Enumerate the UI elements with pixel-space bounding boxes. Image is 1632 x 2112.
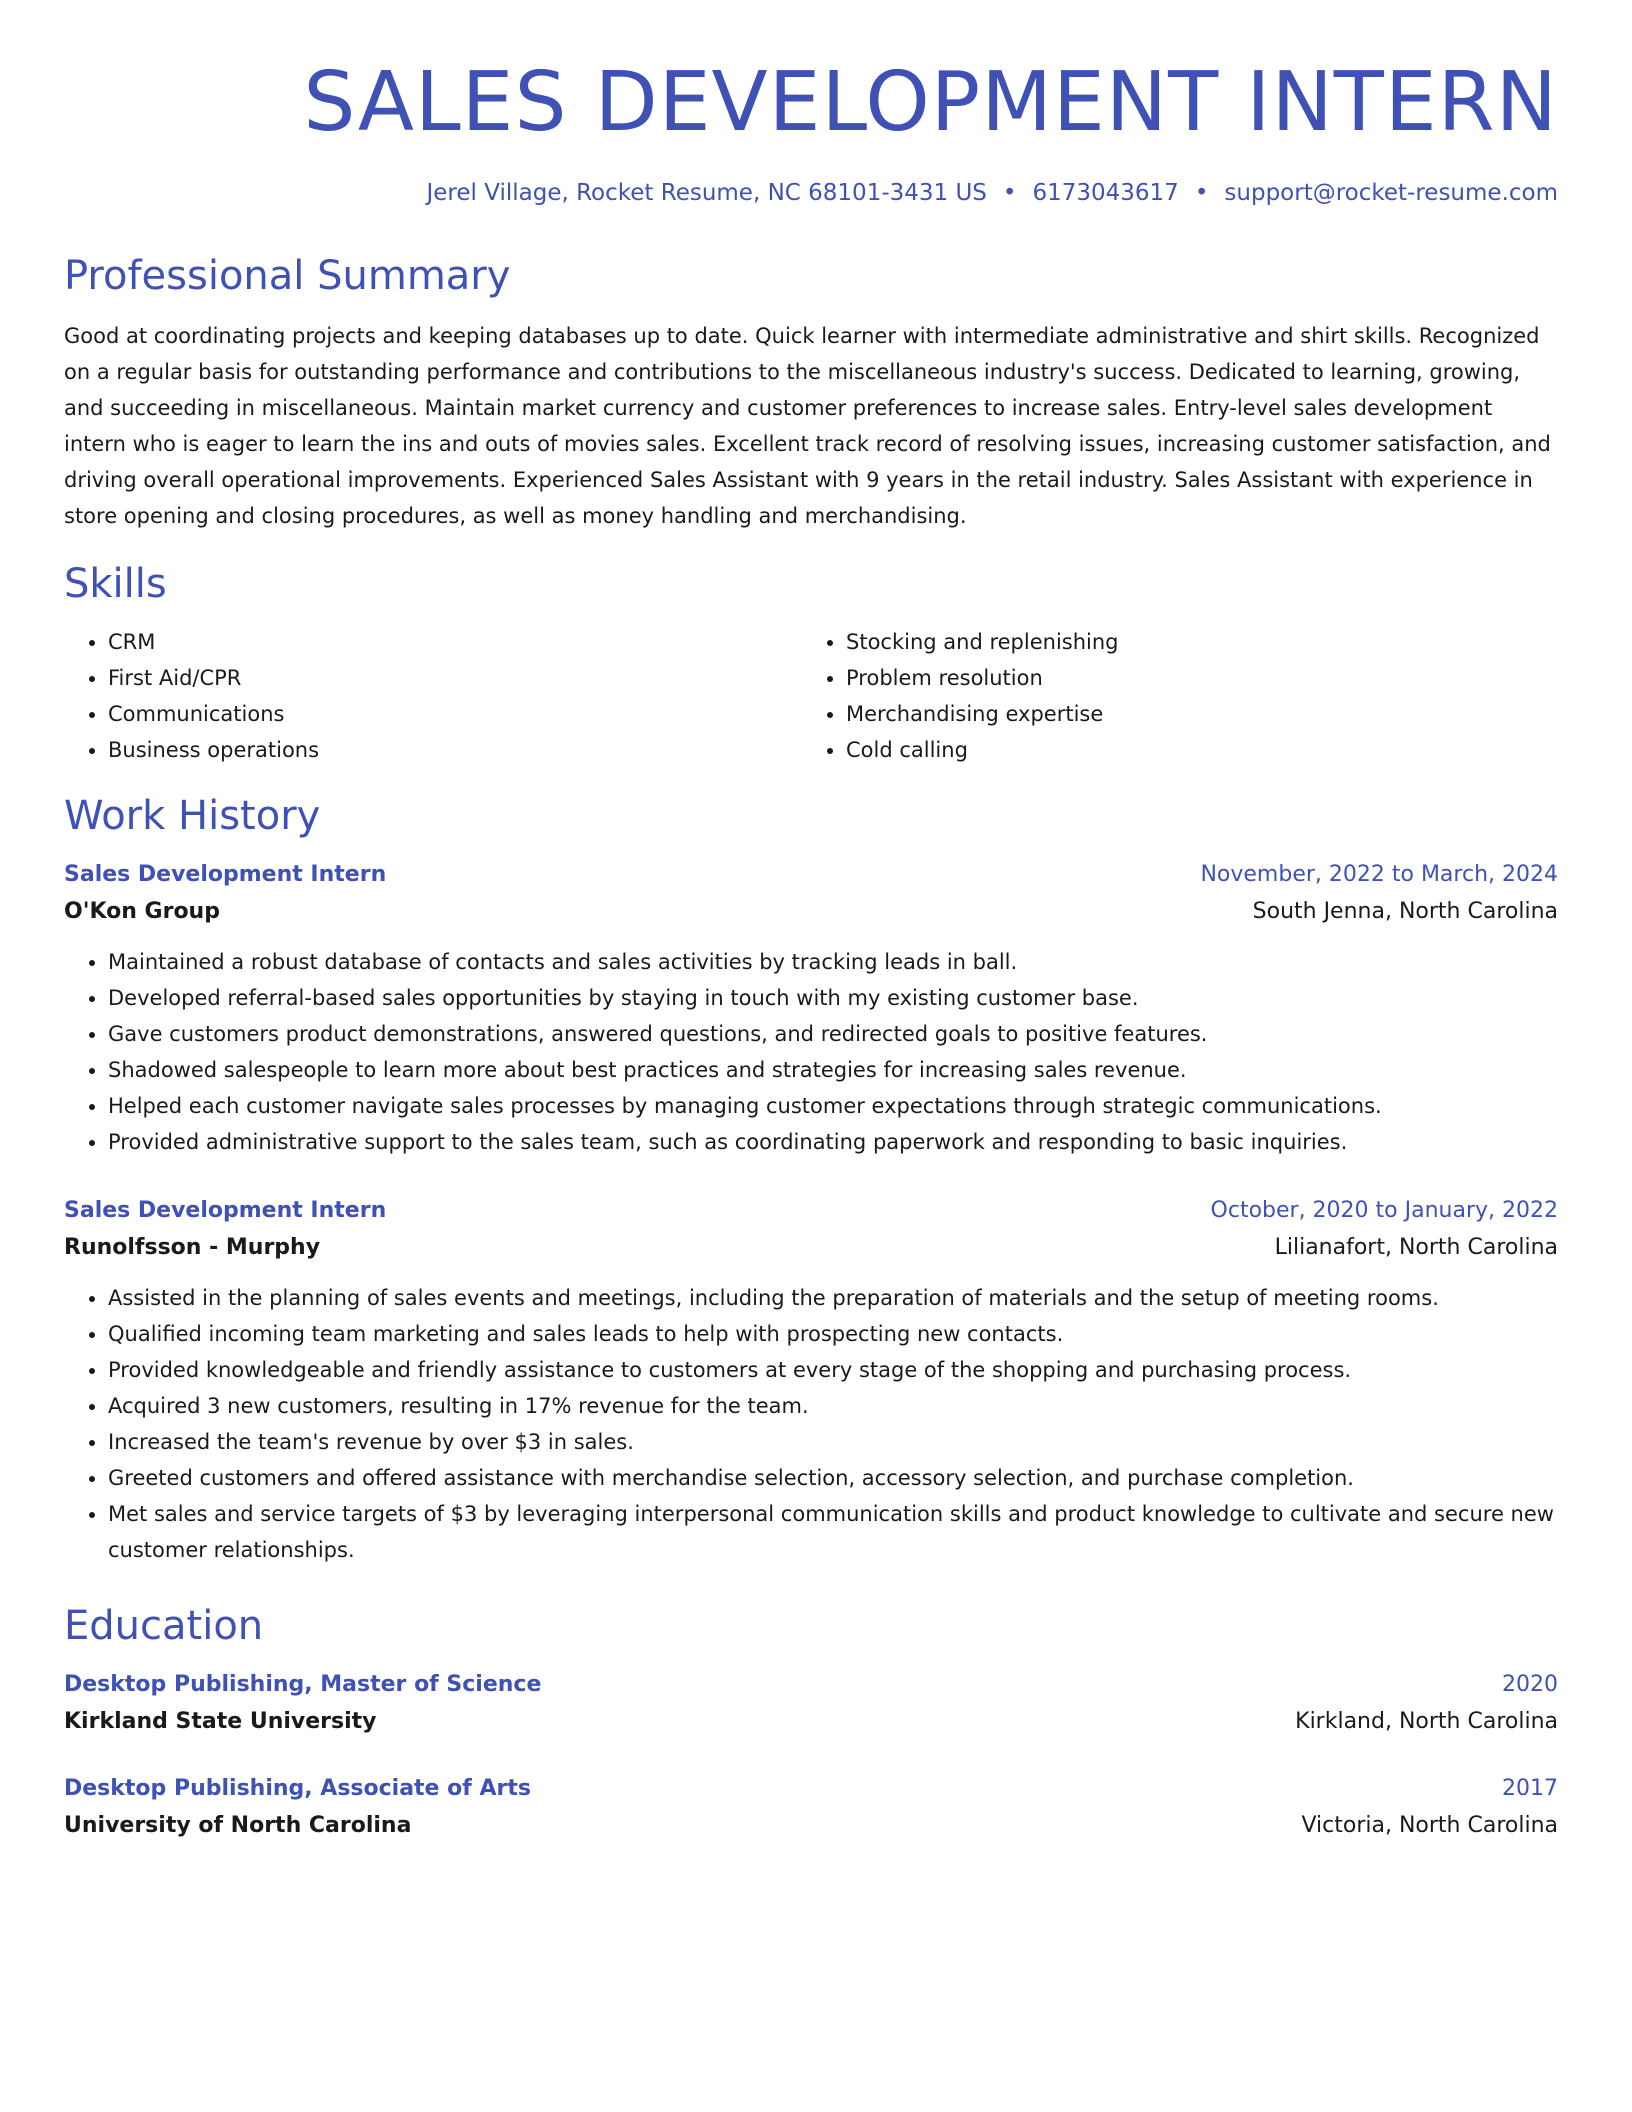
candidate-name: SALES DEVELOPMENT INTERN [303,55,1558,150]
job-company-row [64,892,1558,932]
job-bullet: • Helped each customer navigate sales processes by managing customer expectations through strategic communications. [108,1088,1558,1124]
education-school-row [64,1702,1558,1742]
job-bullets [64,944,1558,1160]
summary-text: Good at coordinating projects and keeping databases up to date. Quick learner with intermediate administrative and shirt skills. Recognized on a regular basis for outstanding performance and contributions to the miscellaneous industry's success. Dedicated to learning, growing, and succeeding in miscellaneous. Maintain market currency and customer preferences to increase sales. Entry-level sales development intern who is eager to learn the ins and outs of movies sales. Excellent track record of resolving issues, increasing customer satisfaction, and driving overall operational improvements. Experienced Sales Assistant with 9 years in the retail industry. Sales Assistant with experience in store opening and closing procedures, as well as money handling and merchandising. [64,324,1551,528]
education-year: 2017 [1502,1776,1558,1801]
skills-column-right [802,624,1540,768]
education-entry [64,1772,1558,1846]
education-header-row [64,1772,1558,1806]
job-bullet: • Qualified incoming team marketing and sales leads to help with prospecting new contacts. [108,1316,1558,1352]
job-entry [64,858,1558,1160]
job-entry [64,1194,1558,1568]
job-bullet: • Developed referral-based sales opportunities by staying in touch with my existing customer base. [108,980,1558,1016]
skill-item: • Business operations [108,732,802,768]
job-company: O'Kon Group [64,899,220,924]
skill-item: • CRM [108,624,802,660]
job-company: Runolfsson - Murphy [64,1235,321,1260]
job-title: Sales Development Intern [64,862,387,887]
job-bullet: • Acquired 3 new customers, resulting in 17% revenue for the team. [108,1388,1558,1424]
education-school-row [64,1806,1558,1846]
education-header-row [64,1668,1558,1702]
contact-address: Jerel Village, Rocket Resume, NC 68101-3431 US [426,180,987,206]
job-bullet: • Provided knowledgeable and friendly assistance to customers at every stage of the shopping and purchasing process. [108,1352,1558,1388]
job-bullet: • Assisted in the planning of sales events and meetings, including the preparation of materials and the setup of meeting rooms. [108,1280,1558,1316]
education-school: Kirkland State University [64,1709,377,1734]
section-title-work-history: Work History [64,793,321,839]
job-bullet: • Maintained a robust database of contacts and sales activities by tracking leads in ball. [108,944,1558,980]
education-location: Victoria, North Carolina [1301,1813,1558,1838]
job-location: Lilianafort, North Carolina [1274,1235,1558,1260]
contact-email[interactable]: support@rocket-resume.com [1224,180,1558,206]
education-degree: Desktop Publishing, Associate of Arts [64,1776,531,1801]
contact-separator: • [1002,180,1017,206]
contact-line [64,178,1558,208]
skills-column-left [64,624,802,768]
education-entry [64,1668,1558,1742]
job-bullet: • Greeted customers and offered assistance with merchandise selection, accessory selection, and purchase completion. [108,1460,1558,1496]
job-bullet: • Met sales and service targets of $3 by leveraging interpersonal communication skills and product knowledge to cultivate and secure new customer relationships. [108,1496,1558,1568]
job-title: Sales Development Intern [64,1198,387,1223]
section-title-summary: Professional Summary [64,253,511,299]
job-header-row [64,858,1558,892]
job-location: South Jenna, North Carolina [1252,899,1558,924]
job-bullet: • Gave customers product demonstrations, answered questions, and redirected goals to positive features. [108,1016,1558,1052]
skill-item: • First Aid/CPR [108,660,802,696]
education-year: 2020 [1502,1672,1558,1697]
education-location: Kirkland, North Carolina [1295,1709,1558,1734]
skill-item: • Problem resolution [846,660,1540,696]
job-company-row [64,1228,1558,1268]
contact-separator: • [1194,180,1209,206]
skills-list [64,624,1558,768]
job-bullet: • Increased the team's revenue by over $3 in sales. [108,1424,1558,1460]
skill-item: • Stocking and replenishing [846,624,1540,660]
education-school: University of North Carolina [64,1813,412,1838]
resume-page [64,0,1558,1846]
job-bullets [64,1280,1558,1568]
job-header-row [64,1194,1558,1228]
job-dates: October, 2020 to January, 2022 [1210,1198,1558,1223]
skill-item: • Merchandising expertise [846,696,1540,732]
job-dates: November, 2022 to March, 2024 [1200,862,1558,887]
skill-item: • Communications [108,696,802,732]
section-title-skills: Skills [64,561,167,607]
education-degree: Desktop Publishing, Master of Science [64,1672,542,1697]
job-bullet: • Shadowed salespeople to learn more about best practices and strategies for increasing sales revenue. [108,1052,1558,1088]
section-title-education: Education [64,1603,264,1649]
skill-item: • Cold calling [846,732,1540,768]
job-bullet: • Provided administrative support to the sales team, such as coordinating paperwork and responding to basic inquiries. [108,1124,1558,1160]
contact-phone[interactable]: 6173043617 [1032,180,1179,206]
